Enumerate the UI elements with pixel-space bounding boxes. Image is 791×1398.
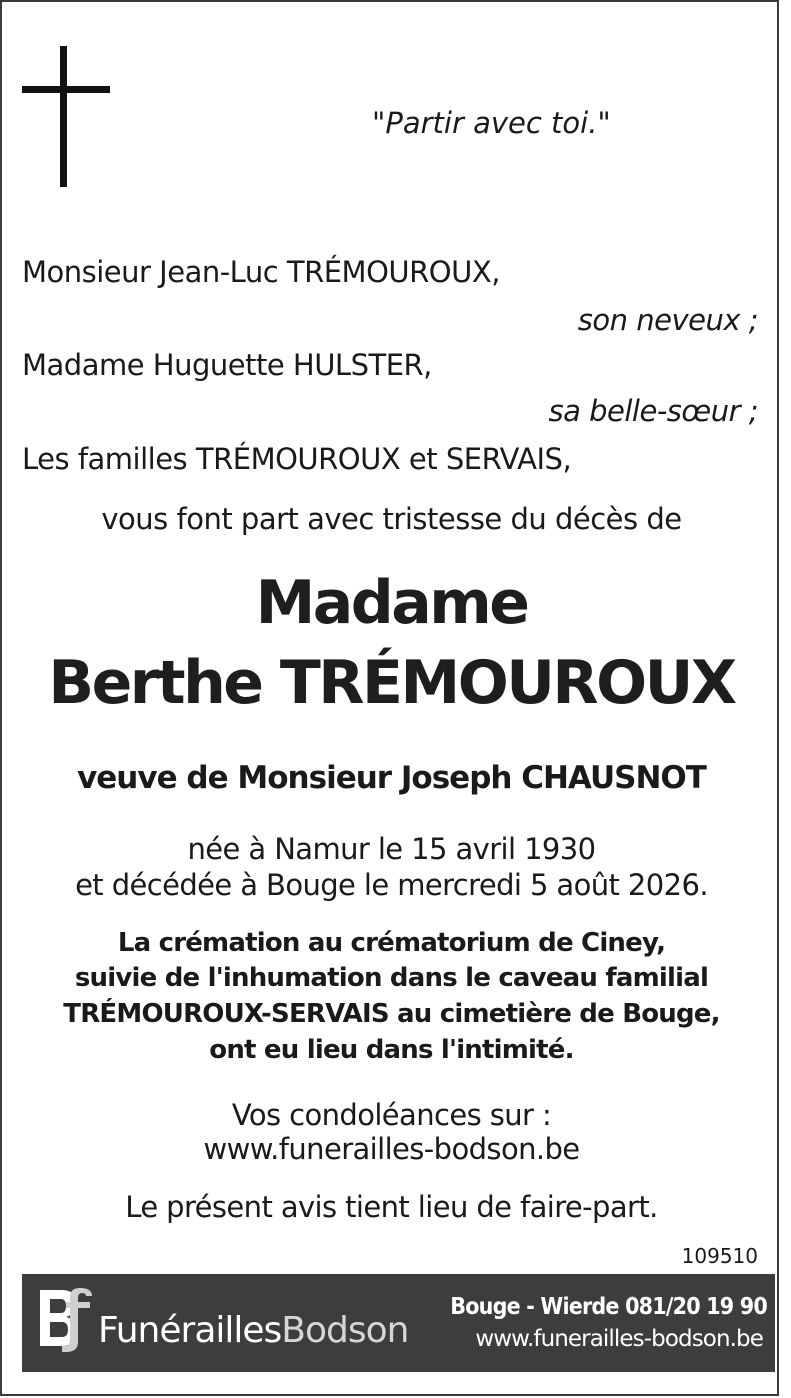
ceremony-line: suivie de l'inhumation dans le caveau familial xyxy=(74,963,709,993)
birth-line: née à Namur le 15 avril 1930 xyxy=(187,832,596,866)
brand-name xyxy=(98,1310,408,1351)
footer-website[interactable]: www.funerailles-bodson.be xyxy=(475,1326,763,1352)
bodson-logo-icon xyxy=(36,1284,94,1354)
ceremony-line: La crémation au crématorium de Ciney, xyxy=(117,928,666,958)
condolences-label: Vos condoléances sur : xyxy=(231,1098,552,1132)
family-member-relation: sa belle-sœur ; xyxy=(548,394,758,428)
quote: "Partir avec toi." xyxy=(372,106,611,140)
widow-of: veuve de Monsieur Joseph CHAUSNOT xyxy=(77,760,706,796)
contact-line xyxy=(450,1294,767,1320)
announcement-text: vous font part avec tristesse du décès de xyxy=(101,502,682,536)
reference-number: 109510 xyxy=(681,1244,758,1268)
family-member-name: Madame Huguette HULSTER, xyxy=(22,348,432,382)
phone-number[interactable]: 081/20 19 90 xyxy=(625,1294,767,1320)
brand-name-second: Bodson xyxy=(281,1310,409,1351)
condolences-url[interactable]: www.funerailles-bodson.be xyxy=(203,1132,580,1166)
cross-icon-bar xyxy=(22,86,110,93)
family-member-name: Les familles TRÉMOUROUX et SERVAIS, xyxy=(22,442,572,476)
deceased-title: Madame xyxy=(255,568,528,638)
funeral-home-banner xyxy=(22,1274,775,1372)
death-line: et décédée à Bouge le mercredi 5 août 2026. xyxy=(75,868,708,902)
cross-icon xyxy=(60,46,67,187)
locations: Bouge - Wierde xyxy=(450,1294,619,1320)
ceremony-line: ont eu lieu dans l'intimité. xyxy=(209,1035,574,1065)
ceremony-line: TRÉMOUROUX-SERVAIS au cimetière de Bouge, xyxy=(63,999,720,1029)
family-member-relation: son neveux ; xyxy=(577,303,758,337)
faire-part-notice: Le présent avis tient lieu de faire-part. xyxy=(125,1190,658,1224)
deceased-name: Berthe TRÉMOUROUX xyxy=(48,648,735,718)
family-member-name: Monsieur Jean-Luc TRÉMOUROUX, xyxy=(22,255,500,289)
brand-name-first: Funérailles xyxy=(98,1310,282,1351)
page-margin xyxy=(779,0,791,1398)
